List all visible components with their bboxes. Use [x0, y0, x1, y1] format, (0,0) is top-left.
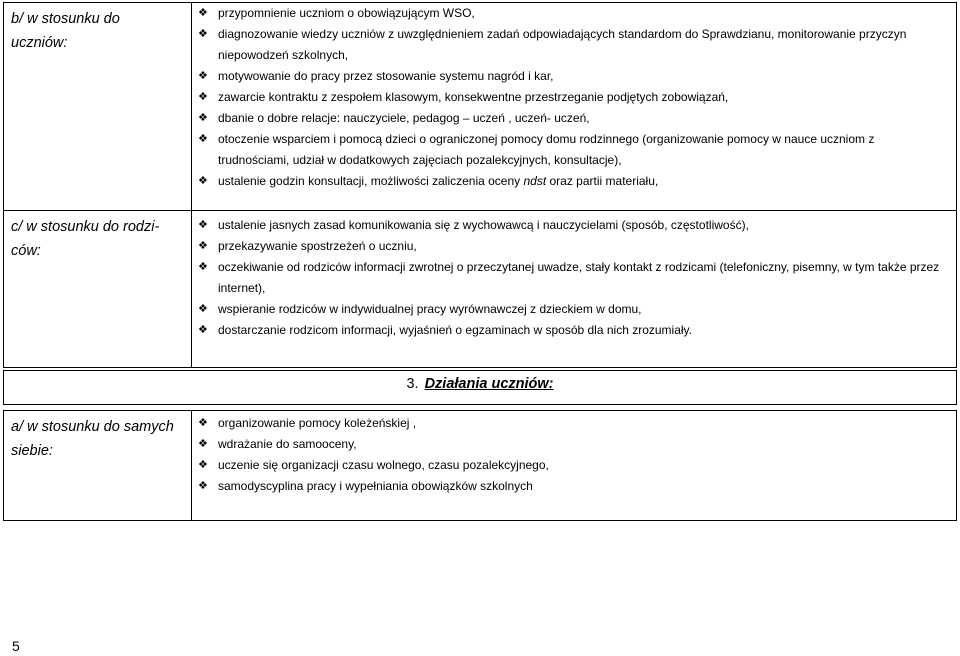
diamond-bullet-icon: ❖ [198, 28, 208, 40]
list-item: ❖ przekazywanie spostrzeżeń o uczniu, [192, 236, 948, 257]
list-item: ❖ motywowanie do pracy przez stosowanie systemu nagród i kar, [192, 66, 948, 87]
table-student-actions [3, 410, 957, 521]
diamond-bullet-icon: ❖ [198, 133, 208, 145]
content-cell-parents [192, 211, 957, 368]
list-item: ❖ przypomnienie uczniom o obowiązującym WSO, [192, 3, 948, 24]
label-cell-parents [4, 211, 192, 368]
list-item: ❖ wspieranie rodziców w indywidualnej pracy wyrównawczej z dzieckiem w domu, [192, 299, 948, 320]
diamond-bullet-icon: ❖ [198, 480, 208, 492]
list-item: ❖ zawarcie kontraktu z zespołem klasowym, konsekwentne przestrzeganie podjętych zobowiązań, [192, 87, 948, 108]
content-cell-self [192, 411, 957, 521]
list-self [192, 413, 948, 497]
list-item: ❖ uczenie się organizacji czasu wolnego, czasu pozalekcyjnego, [192, 455, 948, 476]
diamond-bullet-icon: ❖ [198, 112, 208, 124]
label-parents-line2: ców: [11, 243, 41, 259]
label-self-line2: siebie: [11, 443, 53, 459]
diamond-bullet-icon: ❖ [198, 303, 208, 315]
list-students [192, 3, 948, 192]
diamond-bullet-icon: ❖ [198, 459, 208, 471]
list-parents [192, 215, 948, 341]
section-3-title-text: Działania uczniów: [424, 376, 554, 392]
diamond-bullet-icon: ❖ [198, 219, 208, 231]
diamond-bullet-icon: ❖ [198, 261, 208, 273]
section-3-header-box [3, 370, 957, 405]
list-item: ❖ ustalenie jasnych zasad komunikowania się z wychowawcą i nauczycielami (sposób, częstotliwość), [192, 215, 948, 236]
label-students-line1: b/ w stosunku do [11, 11, 120, 27]
diamond-bullet-icon: ❖ [198, 324, 208, 336]
section-3-header-cell [4, 371, 957, 405]
page-number: 5 [12, 638, 20, 654]
label-students-line2: uczniów: [11, 35, 68, 51]
list-item: ❖ samodyscyplina pracy i wypełniania obowiązków szkolnych [192, 476, 948, 497]
list-item: ❖ dbanie o dobre relacje: nauczyciele, pedagog – uczeń , uczeń- uczeń, [192, 108, 948, 129]
list-item: ❖ diagnozowanie wiedzy uczniów z uwzględnieniem zadań odpowiadających standardom do Sprawdzianu, monitorowanie przyczyn niepowodzeń szkolnych, [192, 24, 948, 66]
section-3-number: 3. [406, 376, 419, 392]
diamond-bullet-icon: ❖ [198, 175, 208, 187]
diamond-bullet-icon: ❖ [198, 70, 208, 82]
diamond-bullet-icon: ❖ [198, 91, 208, 103]
label-parents-line1: c/ w stosunku do rodzi- [11, 219, 160, 235]
diamond-bullet-icon: ❖ [198, 7, 208, 19]
label-cell-students [4, 3, 192, 211]
section-3-title [4, 371, 956, 394]
label-cell-self [4, 411, 192, 521]
list-item: ❖ wdrażanie do samooceny, [192, 434, 948, 455]
list-item: ❖ dostarczanie rodzicom informacji, wyjaśnień o egzaminach w sposób dla nich zrozumiały. [192, 320, 948, 341]
list-item: ❖ ustalenie godzin konsultacji, możliwości zaliczenia oceny ndst oraz partii materiału, [192, 171, 948, 192]
table-teacher-actions [3, 2, 957, 368]
content-cell-students [192, 3, 957, 211]
list-item: ❖ otoczenie wsparciem i pomocą dzieci o ograniczonej pomocy domu rodzinnego (organizowanie pomocy w nauce uczniom z trudnościami, udział w dodatkowych zajęciach pozalekcyjnych, konsultacje), [192, 129, 948, 171]
list-item: ❖ organizowanie pomocy koleżeńskiej , [192, 413, 948, 434]
diamond-bullet-icon: ❖ [198, 417, 208, 429]
diamond-bullet-icon: ❖ [198, 240, 208, 252]
label-self-line1: a/ w stosunku do samych [11, 419, 174, 435]
list-item: ❖ oczekiwanie od rodziców informacji zwrotnej o przeczytanej uwadze, stały kontakt z rodzicami (telefoniczny, pisemny, w tym także przez internet), [192, 257, 948, 299]
diamond-bullet-icon: ❖ [198, 438, 208, 450]
